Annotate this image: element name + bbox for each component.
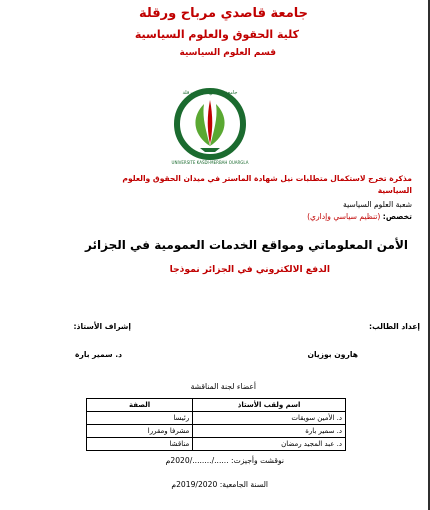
defense-date: نوقشت وأجيزت: ....../......../2020م [165, 456, 284, 465]
department-name: قسم العلوم السياسية [179, 48, 276, 58]
student-name: هارون بوزيان [307, 350, 358, 359]
committee-header-row [87, 399, 346, 412]
memo-line-2: السياسية [377, 186, 412, 195]
university-name: جامعة قاصدي مرباح ورقلة [138, 6, 308, 21]
supervisor-label: إشراف الأستاذ: [73, 322, 131, 331]
table-row [87, 425, 346, 438]
university-logo [160, 86, 260, 166]
specialty-line [307, 212, 412, 221]
committee-table [86, 398, 346, 451]
column-header-name: اسم ولقب الأستاذ [193, 399, 346, 412]
academic-year: السنة الجامعية: 2019/2020م [171, 480, 268, 489]
branch-text: شعبة العلوم السياسية [343, 200, 412, 209]
thesis-subtitle: الدفع الالكتروني في الجزائر نموذجا [169, 264, 330, 275]
member-name: د. عبد المجيد رمضان [193, 438, 346, 451]
logo-latin-text: UNIVERSITE KASDI-MERBAH OUARGLA [171, 160, 249, 165]
logo-arabic-text: جامعة قاصدي مرباح ورقلة [182, 90, 238, 96]
member-role: مشرفا ومقررا [87, 425, 193, 438]
specialty-value: (تنظيم سياسي وإداري) [307, 212, 381, 221]
member-role: رئيسا [87, 412, 193, 425]
member-name: د. سمير بارة [193, 425, 346, 438]
faculty-name: كلية الحقوق والعلوم السياسية [134, 28, 299, 41]
thesis-title: الأمن المعلوماتي ومواقع الخدمات العمومية في الجزائر [85, 238, 408, 252]
column-header-role: الصفة [87, 399, 193, 412]
supervisor-name: د. سمير بارة [74, 350, 122, 359]
prepared-by-label: إعداد الطالب: [369, 322, 420, 331]
table-row [87, 438, 346, 451]
member-name: د. الأمين سويقات [193, 412, 346, 425]
table-row [87, 412, 346, 425]
committee-heading: أعضاء لجنة المناقشة [190, 382, 256, 391]
member-role: مناقشا [87, 438, 193, 451]
memo-line-1: مذكرة تخرج لاستكمال متطلبات نيل شهادة الماستر في ميدان الحقوق والعلوم [122, 174, 412, 183]
specialty-label: تخصص: [382, 212, 412, 221]
